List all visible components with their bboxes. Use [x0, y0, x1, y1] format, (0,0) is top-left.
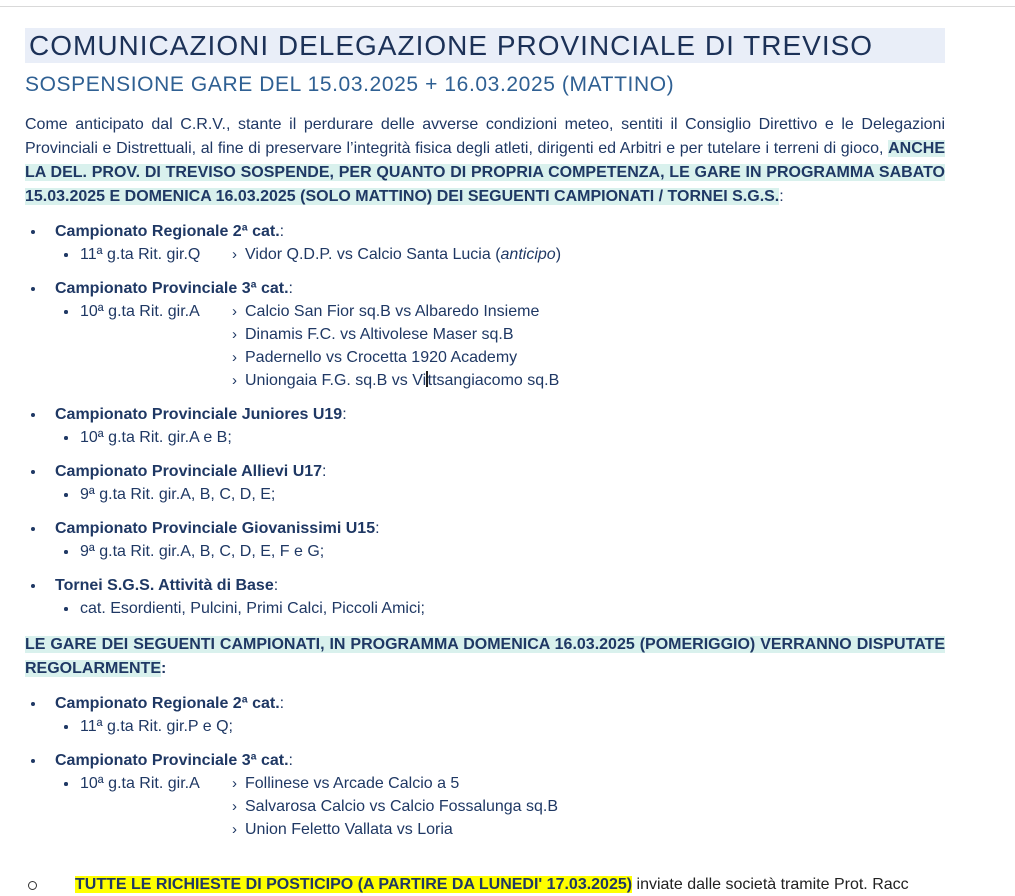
match-line [232, 243, 945, 266]
postponement-notice [25, 873, 995, 896]
bullet-icon [62, 597, 80, 620]
intro-highlight: ANCHE LA DEL. PROV. DI TREVISO SOSPENDE, PER QUANTO DI PROPRIA COMPETENZA, LE GARE IN PROGRAMMA SABATO 15.03.2025 E DOMENICA 16.03.2025 (SOLO MATTINO) DEI SEGUENTI CAMPIONATI / TORNEI S.G.S. [25, 140, 945, 205]
list-item [25, 517, 945, 563]
bullet-icon [25, 220, 55, 266]
match-text: Follinese vs Arcade Calcio a 5 [245, 775, 460, 792]
category-name: Tornei S.G.S. Attività di Base [55, 577, 274, 594]
arrow-icon: › [232, 246, 237, 263]
circle-bullet-icon [25, 873, 75, 896]
category-heading: Campionato Provinciale 3ª cat.: [55, 752, 293, 769]
arrow-icon: › [232, 372, 237, 389]
sub-list-item [55, 243, 945, 266]
category-heading: Campionato Provinciale 3ª cat.: [55, 280, 293, 297]
list-item [25, 574, 945, 620]
arrow-icon: › [232, 303, 237, 320]
category-heading: Campionato Regionale 2ª cat.: [55, 695, 285, 712]
sub-list-item [55, 772, 945, 841]
regular-games-heading: LE GARE DEI SEGUENTI CAMPIONATI, IN PROGRAMMA DOMENICA 16.03.2025 (POMERIGGIO) VERRANNO DISPUTATE REGOLARMENTE: [25, 636, 945, 677]
sub-list-item [55, 426, 945, 449]
match-line [232, 772, 945, 795]
bullet-icon [62, 715, 80, 738]
match-text: Union Feletto Vallata vs Loria [245, 821, 453, 838]
sub-list-item [55, 715, 945, 738]
bullet-icon [25, 403, 55, 449]
category-heading: Campionato Provinciale Allievi U17: [55, 463, 327, 480]
round-label: 11ª g.ta Rit. gir.P e Q; [80, 718, 233, 735]
bullet-icon [62, 426, 80, 449]
arrow-icon: › [232, 775, 237, 792]
arrow-icon: › [232, 798, 237, 815]
category-heading: Tornei S.G.S. Attività di Base: [55, 577, 279, 594]
match-text: Salvarosa Calcio vs Calcio Fossalunga sq.B [245, 798, 559, 815]
category-heading: Campionato Provinciale Giovanissimi U15: [55, 520, 380, 537]
bullet-icon [62, 483, 80, 506]
match-text: Uniongaia F.G. sq.B vs Vittsangiacomo sq.B [245, 372, 560, 389]
arrow-icon: › [232, 821, 237, 838]
match-line [232, 369, 945, 392]
round-label: 9ª g.ta Rit. gir.A, B, C, D, E, F e G; [80, 543, 325, 560]
intro-paragraph [25, 113, 945, 209]
match-line [232, 795, 945, 818]
category-name: Campionato Provinciale 3ª cat. [55, 280, 289, 297]
sub-list-item [55, 540, 945, 563]
category-name: Campionato Provinciale 3ª cat. [55, 752, 289, 769]
intro-colon: : [779, 188, 784, 205]
round-label: 9ª g.ta Rit. gir.A, B, C, D, E; [80, 486, 276, 503]
match-text: Padernello vs Crocetta 1920 Academy [245, 349, 518, 366]
document-canvas[interactable] [25, 28, 945, 841]
notice-tail: inviate dalle società tramite Prot. Racc [632, 876, 909, 893]
category-name: Campionato Provinciale Juniores U19 [55, 406, 343, 423]
bullet-icon [25, 574, 55, 620]
match-text: Calcio San Fior sq.B vs Albaredo Insieme [245, 303, 540, 320]
match-text: Vidor Q.D.P. vs Calcio Santa Lucia (anticipo) [245, 246, 562, 263]
regular-games-highlight: LE GARE DEI SEGUENTI CAMPIONATI, IN PROGRAMMA DOMENICA 16.03.2025 (POMERIGGIO) VERRANNO DISPUTATE REGOLARMENTE [25, 636, 945, 677]
list-item [25, 277, 945, 392]
round-label: 11ª g.ta Rit. gir.Q [80, 246, 201, 263]
bullet-icon [62, 243, 80, 266]
round-label: 10ª g.ta Rit. gir.A [80, 303, 200, 320]
sub-list-item [55, 597, 945, 620]
category-heading: Campionato Regionale 2ª cat.: [55, 223, 285, 240]
bullet-icon [25, 460, 55, 506]
category-name: Campionato Regionale 2ª cat. [55, 223, 280, 240]
bullet-icon [62, 540, 80, 563]
category-name: Campionato Provinciale Allievi U17 [55, 463, 323, 480]
match-line [232, 346, 945, 369]
match-line [232, 323, 945, 346]
regular-list [25, 692, 945, 841]
sub-list-item [55, 483, 945, 506]
page-subtitle: SOSPENSIONE GARE DEL 15.03.2025 + 16.03.2025 (MATTINO) [25, 73, 675, 96]
notice-highlight: TUTTE LE RICHIESTE DI POSTICIPO (A PARTIRE DA LUNEDI' 17.03.2025) [75, 876, 633, 893]
suspended-list [25, 220, 945, 620]
match-line [232, 818, 945, 841]
round-label: 10ª g.ta Rit. gir.A [80, 775, 200, 792]
arrow-icon: › [232, 326, 237, 343]
category-name: Campionato Provinciale Giovanissimi U15 [55, 520, 376, 537]
category-name: Campionato Regionale 2ª cat. [55, 695, 280, 712]
match-text: Dinamis F.C. vs Altivolese Maser sq.B [245, 326, 514, 343]
bullet-icon [25, 517, 55, 563]
round-label: 10ª g.ta Rit. gir.A e B; [80, 429, 232, 446]
list-item [25, 460, 945, 506]
list-item [25, 403, 945, 449]
list-item [25, 220, 945, 266]
intro-text: Come anticipato dal C.R.V., stante il perdurare delle avverse condizioni meteo, sentiti il Consiglio Direttivo e le Delegazioni Provinciali e Distrettuali, al fine di preservare l’integrità fisica degli atleti, dirigenti ed Arbitri e per tutelare i terreni di gioco, [25, 116, 945, 157]
list-item [25, 749, 945, 841]
category-heading: Campionato Provinciale Juniores U19: [55, 406, 347, 423]
sub-list-item [55, 300, 945, 392]
list-item [25, 692, 945, 738]
bullet-icon [25, 692, 55, 738]
arrow-icon: › [232, 349, 237, 366]
page-title: COMUNICAZIONI DELEGAZIONE PROVINCIALE DI TREVISO [25, 28, 945, 63]
bullet-icon [25, 277, 55, 392]
match-line [232, 300, 945, 323]
bullet-icon [25, 749, 55, 841]
bullet-icon [62, 300, 80, 392]
round-label: cat. Esordienti, Pulcini, Primi Calci, Piccoli Amici; [80, 600, 425, 617]
page-top-rule [0, 6, 1015, 7]
bullet-icon [62, 772, 80, 841]
